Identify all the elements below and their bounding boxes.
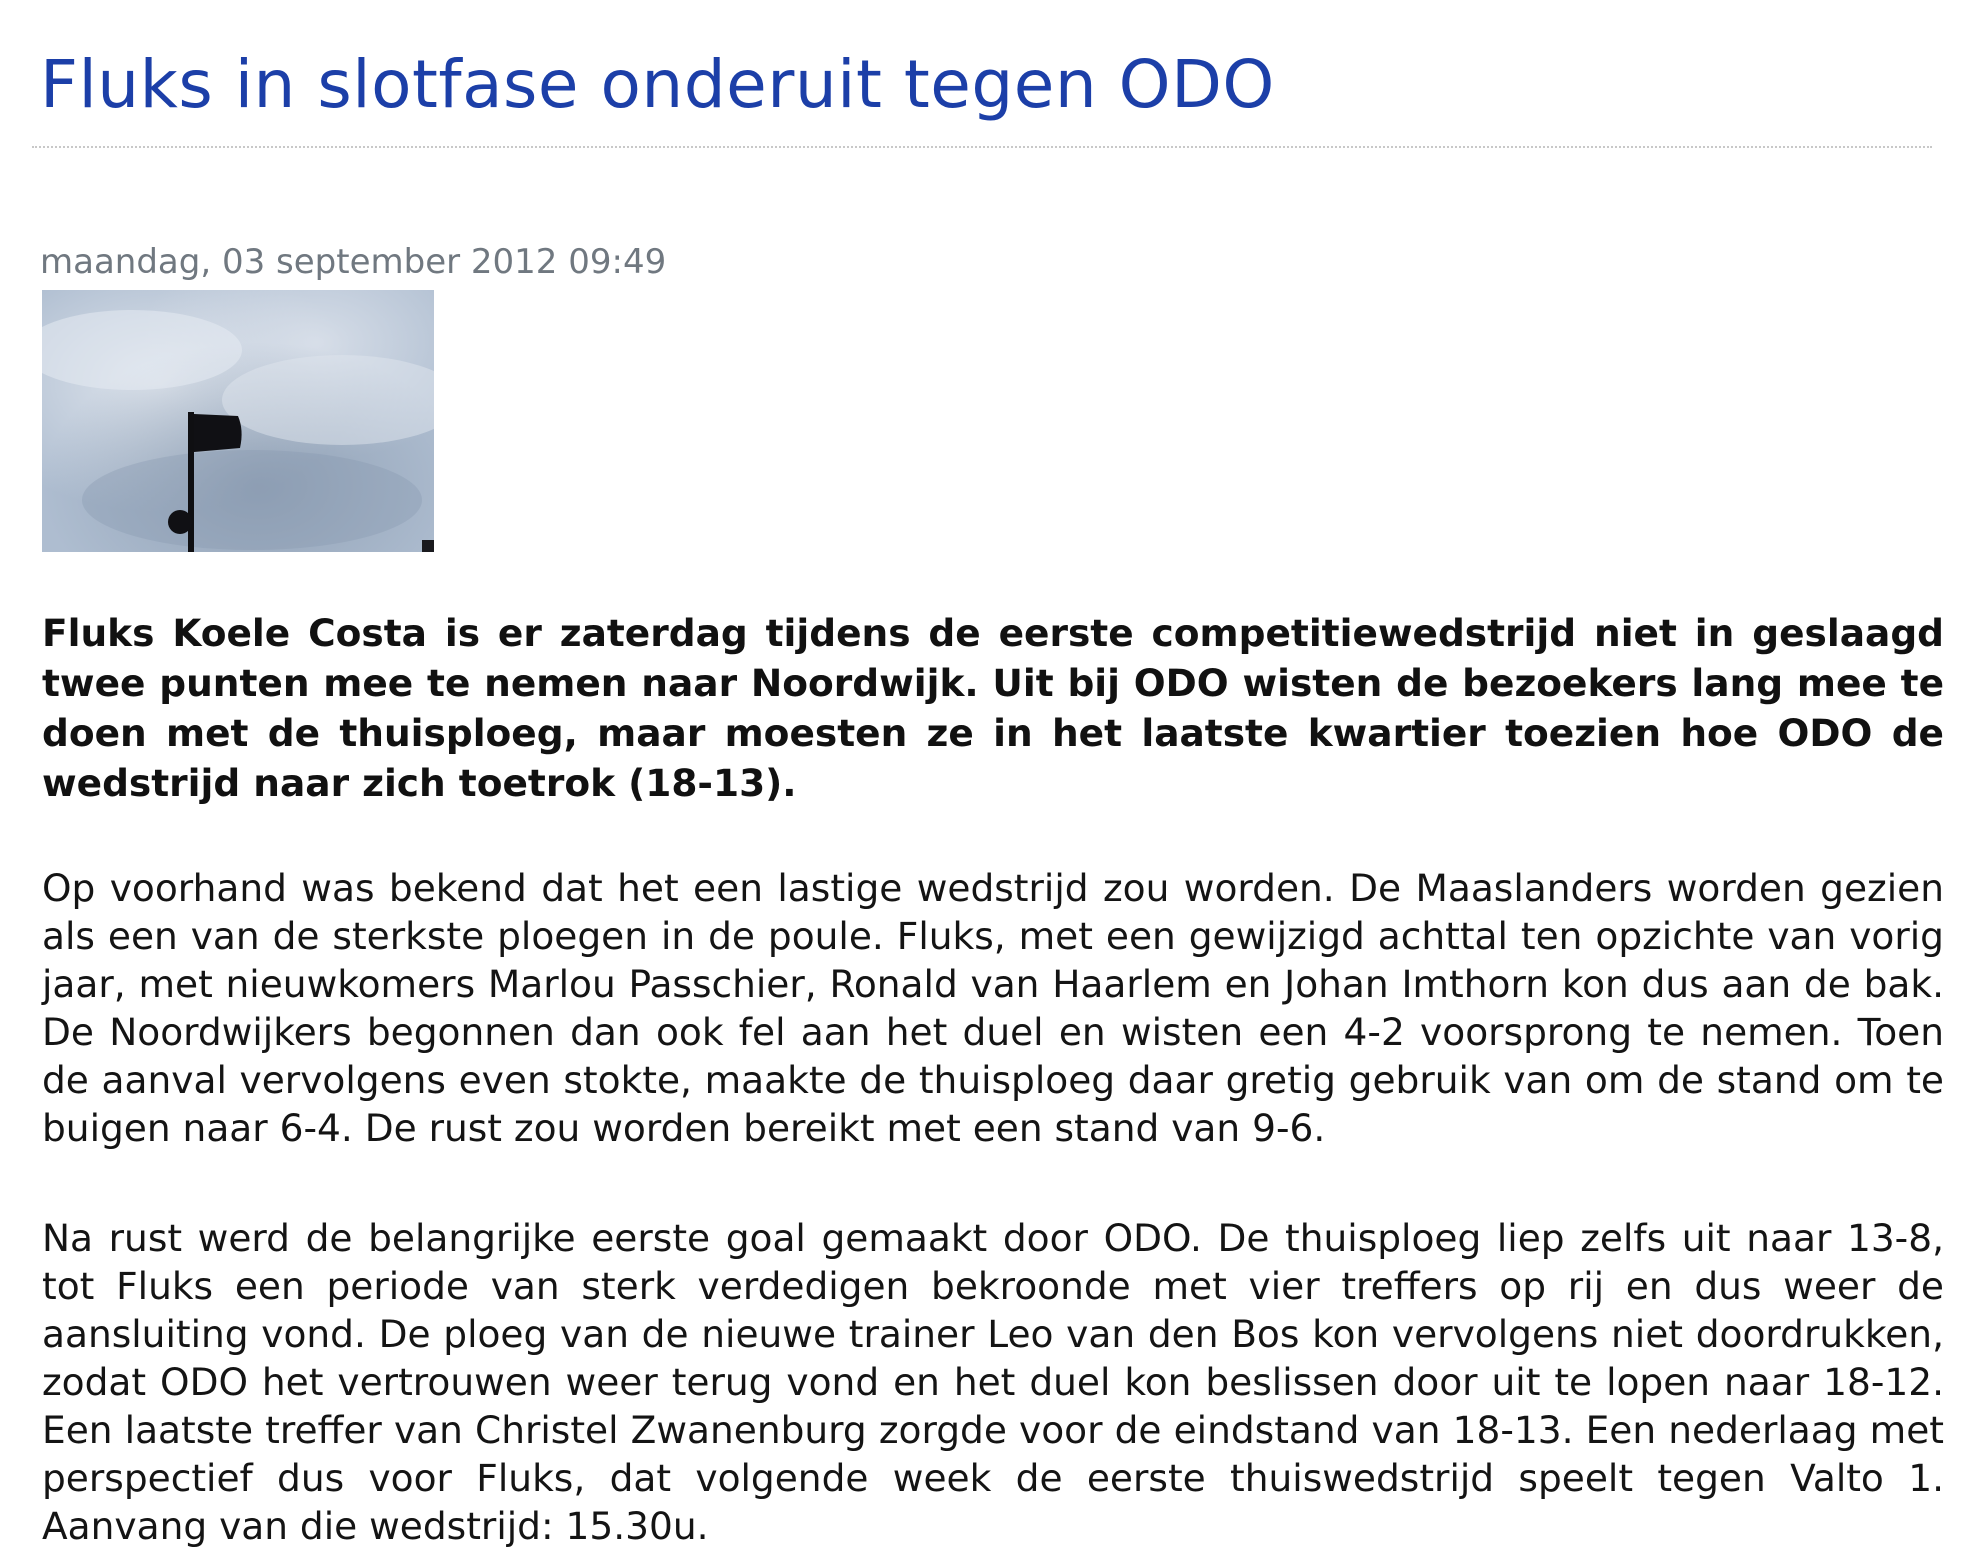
- article-paragraph: Op voorhand was bekend dat het een lastige wedstrijd zou worden. De Maaslanders worden gezien als een van de sterkste ploegen in de poule. Fluks, met een gewijzigd achttal ten opzichte van vorig jaar, met nieuwkomers Marlou Passchier, Ronald van Haarlem en Johan Imthorn kon dus aan de bak. De Noordwijkers begonnen dan ook fel aan het duel en wisten een 4-2 voorsprong te nemen. Toen de aanval vervolgens even stokte, maakte de thuisploeg daar gretig gebruik van om de stand om te buigen naar 6-4. De rust zou worden bereikt met een stand van 9-6.: [42, 866, 1944, 1150]
- article-photo: [42, 290, 434, 552]
- article-title[interactable]: Fluks in slotfase onderuit tegen ODO: [40, 46, 1275, 123]
- article: [40, 40, 1944, 1548]
- article-paragraph: Na rust werd de belangrijke eerste goal gemaakt door ODO. De thuisploeg liep zelfs uit naar 13-8, tot Fluks een periode van sterk verdedigen bekroonde met vier treffers op rij en dus weer de aansluiting vond. De ploeg van de nieuwe trainer Leo van den Bos kon vervolgens niet doordrukken, zodat ODO het vertrouwen weer terug vond en het duel kon beslissen door uit te lopen naar 18-12. Een laatste treffer van Christel Zwanenburg zorgde voor de eindstand van 18-13. Een nederlaag met perspectief dus voor Fluks, dat volgende week de eerste thuiswedstrijd speelt tegen Valto 1. Aanvang van die wedstrijd: 15.30u.: [42, 1216, 1944, 1548]
- article-date: maandag, 03 september 2012 09:49: [40, 242, 667, 282]
- title-divider: [32, 146, 1932, 148]
- article-lead: Fluks Koele Costa is er zaterdag tijdens de eerste competitiewedstrijd niet in geslaagd twee punten mee te nemen naar Noordwijk. Uit bij ODO wisten de bezoekers lang mee te doen met de thuisploeg, maar moesten ze in het laatste kwartier toezien hoe ODO de wedstrijd naar zich toetrok (18-13).: [42, 611, 1944, 805]
